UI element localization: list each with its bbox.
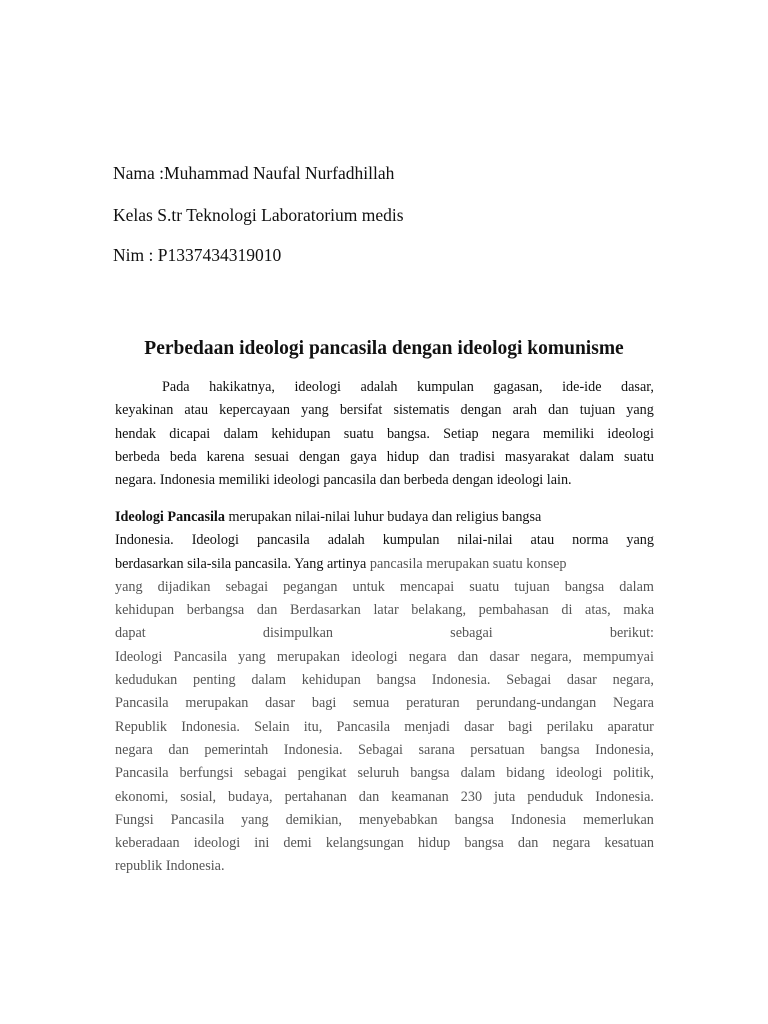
- word: suatu: [469, 578, 500, 595]
- word: dalam: [251, 672, 286, 689]
- word: bidang: [506, 765, 545, 782]
- word: yang: [301, 402, 329, 419]
- word: berbangsa: [186, 602, 245, 619]
- word: bangsa: [376, 672, 417, 689]
- word: memerlukan: [582, 811, 654, 828]
- word: untuk: [352, 578, 385, 595]
- word: kehidupan: [115, 602, 175, 619]
- word: dan: [457, 648, 479, 665]
- spread-word: sebagai: [450, 625, 493, 642]
- word: karena: [206, 448, 245, 465]
- paragraph-line: [115, 716, 654, 739]
- word: bangsa: [464, 835, 504, 852]
- word: Selain: [254, 718, 290, 735]
- word: ideologi: [555, 765, 603, 782]
- word: keyakinan: [115, 402, 174, 419]
- word: dengan: [460, 402, 502, 419]
- word: adalah: [360, 379, 398, 395]
- student-name-line: Nama :Muhammad Naufal Nurfadhillah: [113, 163, 395, 183]
- word: negara,: [530, 648, 572, 665]
- word: Sebagai: [358, 741, 403, 758]
- word: tradisi: [459, 448, 495, 465]
- spread-word: dapat: [115, 625, 146, 642]
- word: norma: [572, 532, 609, 549]
- word: dasar: [489, 648, 520, 665]
- word: yang: [241, 811, 269, 828]
- student-nim-line: Nim : P1337434319010: [113, 245, 282, 265]
- word: kehidupan: [271, 425, 331, 442]
- line-text: berdasarkan sila-sila pancasila. Yang artinya: [115, 555, 370, 572]
- word: ideologi: [351, 648, 398, 665]
- word: ideologi: [193, 835, 241, 852]
- spread-word: disimpulkan: [262, 625, 334, 642]
- word: Indonesia.: [115, 532, 174, 549]
- word: latar: [373, 602, 399, 619]
- word: Indonesia.: [595, 788, 654, 805]
- word: keberadaan: [115, 835, 180, 852]
- word: tujuan: [514, 578, 550, 595]
- word: merupakan: [276, 648, 340, 665]
- word: perilaku: [546, 718, 594, 735]
- paragraph-line: [115, 423, 654, 446]
- word: dan: [548, 402, 569, 419]
- word: dasar,: [621, 379, 654, 395]
- word: pertahanan: [284, 788, 347, 805]
- paragraph-line: [115, 762, 654, 785]
- word: keamanan: [391, 788, 449, 805]
- word: bersifat: [339, 402, 383, 419]
- word: dalam: [460, 765, 496, 782]
- word: bangsa.: [386, 425, 430, 442]
- word: ideologi: [294, 379, 341, 395]
- word: pegangan: [283, 578, 338, 595]
- word: menyebabkan: [358, 811, 438, 828]
- word: atas,: [585, 602, 611, 619]
- word: belakang,: [411, 602, 467, 619]
- word: penduduk: [527, 788, 584, 805]
- word: pemerintah: [204, 741, 269, 758]
- paragraph-line: [115, 599, 654, 622]
- word: dalam: [223, 425, 259, 442]
- word: ini: [254, 835, 270, 852]
- word: kesatuan: [604, 835, 654, 852]
- word: dan: [256, 602, 278, 619]
- word: demikian,: [285, 811, 342, 828]
- word: Pancasila: [115, 695, 169, 712]
- word: yang: [626, 532, 654, 549]
- word: dasar: [265, 695, 296, 712]
- paragraph-line: [115, 692, 654, 715]
- word: merupakan: [185, 695, 249, 712]
- paragraph-line: republik Indonesia.: [115, 858, 225, 875]
- word: kumpulan: [417, 379, 474, 395]
- word: di: [561, 602, 573, 619]
- word: bangsa: [564, 578, 605, 595]
- word: sebagai: [225, 578, 269, 595]
- word: memiliki: [542, 425, 595, 442]
- word: hendak: [115, 425, 156, 442]
- word: politik,: [613, 765, 654, 782]
- word: atau: [184, 402, 209, 419]
- paragraph-line: [115, 739, 654, 762]
- paragraph-line: [115, 809, 654, 832]
- word: sistematis: [393, 402, 450, 419]
- word: berfungsi: [179, 765, 234, 782]
- word: sebagai: [244, 765, 287, 782]
- spread-word: berikut:: [609, 625, 654, 642]
- student-class-line: Kelas S.tr Teknologi Laboratorium medis: [113, 205, 404, 225]
- word: atau: [530, 532, 555, 549]
- word: adalah: [327, 532, 365, 549]
- word: Indonesia.: [181, 718, 240, 735]
- word: persatuan: [470, 741, 525, 758]
- word: arah: [512, 402, 538, 419]
- word: gaya: [349, 448, 377, 465]
- word: Pancasila: [170, 811, 225, 828]
- word: hidup: [417, 835, 451, 852]
- paragraph-line: [115, 399, 654, 422]
- paragraph-line: [115, 376, 654, 399]
- word: berbeda: [115, 448, 160, 465]
- word: tujuan: [579, 402, 616, 419]
- paragraph-line: [115, 576, 654, 599]
- word: dengan: [299, 448, 340, 465]
- word: Negara: [612, 695, 654, 712]
- word: Indonesia: [510, 811, 567, 828]
- word: Pancasila: [336, 718, 391, 735]
- word: masyarakat: [504, 448, 570, 465]
- word: pengikat: [297, 765, 347, 782]
- word: pancasila: [256, 532, 310, 549]
- word: kedudukan: [115, 672, 178, 689]
- paragraph-line: [115, 669, 654, 692]
- word: bangsa: [410, 765, 450, 782]
- word: kelangsungan: [325, 835, 404, 852]
- word: bangsa: [454, 811, 494, 828]
- paragraph-line: [115, 529, 654, 552]
- word: beda: [169, 448, 197, 465]
- paragraph-line: [115, 446, 654, 469]
- word: suatu: [624, 448, 654, 465]
- word: mempumyai: [583, 648, 654, 665]
- word: dan: [168, 741, 189, 758]
- paragraph-line: [115, 786, 654, 809]
- paragraph-line: negara. Indonesia memiliki ideologi pancasila dan berbeda dengan ideologi lain.: [115, 472, 572, 489]
- word: Berdasarkan: [289, 602, 361, 619]
- word: Indonesia,: [595, 741, 654, 758]
- word: dan: [517, 835, 539, 852]
- word: dan: [428, 448, 450, 465]
- word: dan: [358, 788, 380, 805]
- word: ideologi: [607, 425, 654, 442]
- word: nilai-nilai: [457, 532, 513, 549]
- word: Sebagai: [506, 672, 552, 689]
- word: demi: [283, 835, 312, 852]
- word: kepercayaan: [219, 402, 291, 419]
- word: mencapai: [399, 578, 455, 595]
- word: dasar: [566, 672, 597, 689]
- word: itu,: [303, 718, 323, 735]
- paragraph-line: [115, 832, 654, 855]
- word: yang: [238, 648, 266, 665]
- word: negara,: [612, 672, 654, 689]
- paragraph-line: [115, 506, 654, 529]
- line-text: [162, 376, 654, 399]
- word: kumpulan: [382, 532, 440, 549]
- word: Pada: [162, 379, 190, 395]
- word: Indonesia.: [431, 672, 491, 689]
- word: penting: [193, 672, 236, 689]
- word: maka: [623, 602, 654, 619]
- word: Ideologi: [115, 648, 163, 665]
- word: pembahasan: [478, 602, 549, 619]
- word: yang: [115, 578, 143, 595]
- pancasila-paragraph: [115, 506, 654, 879]
- word: peraturan: [406, 695, 460, 712]
- paragraph-line: [115, 646, 654, 669]
- word: sosial,: [180, 788, 217, 805]
- intro-paragraph: [115, 376, 654, 492]
- word: dalam: [579, 448, 615, 465]
- word: negara: [491, 425, 530, 442]
- word: negara: [552, 835, 591, 852]
- word: sarana: [418, 741, 455, 758]
- word: Pancasila: [115, 765, 169, 782]
- line-text: merupakan nilai-nilai luhur budaya dan religius bangsa: [224, 509, 542, 525]
- word: seluruh: [357, 765, 400, 782]
- word: hidup: [386, 448, 420, 465]
- word: Republik: [115, 718, 168, 735]
- word: suatu: [343, 425, 374, 442]
- word: budaya,: [228, 788, 273, 805]
- word: hakikatnya,: [209, 379, 275, 395]
- spread-line: [115, 622, 654, 645]
- word: negara: [115, 741, 153, 758]
- word: negara: [408, 648, 447, 665]
- word: aparatur: [607, 718, 654, 735]
- word: bagi: [508, 718, 533, 735]
- word: dijadikan: [157, 578, 211, 595]
- word: yang: [626, 402, 654, 419]
- word: perundang-undangan: [476, 695, 597, 712]
- word: Pancasila: [173, 648, 228, 665]
- word: sesuai: [254, 448, 290, 465]
- word: menjadi: [404, 718, 450, 735]
- word: semua: [353, 695, 390, 712]
- word: Ideologi: [191, 532, 239, 549]
- word: Indonesia.: [283, 741, 343, 758]
- word: bagi: [311, 695, 337, 712]
- word: dalam: [619, 578, 654, 595]
- word: ekonomi,: [115, 788, 169, 805]
- word: dicapai: [169, 425, 211, 442]
- line-text-gray: pancasila merupakan suatu konsep: [369, 555, 567, 572]
- word: bangsa: [540, 741, 580, 758]
- word: 230: [460, 788, 483, 805]
- word: juta: [494, 788, 516, 805]
- word: gagasan,: [493, 379, 543, 395]
- word: ide-ide: [562, 379, 602, 395]
- bold-term: Ideologi Pancasila: [115, 509, 225, 525]
- document-title: Perbedaan ideologi pancasila dengan ideologi komunisme: [144, 338, 624, 359]
- word: dasar: [464, 718, 494, 735]
- word: Fungsi: [115, 811, 154, 828]
- word: kehidupan: [301, 672, 361, 689]
- paragraph-line: [115, 553, 654, 576]
- word: Setiap: [443, 425, 479, 442]
